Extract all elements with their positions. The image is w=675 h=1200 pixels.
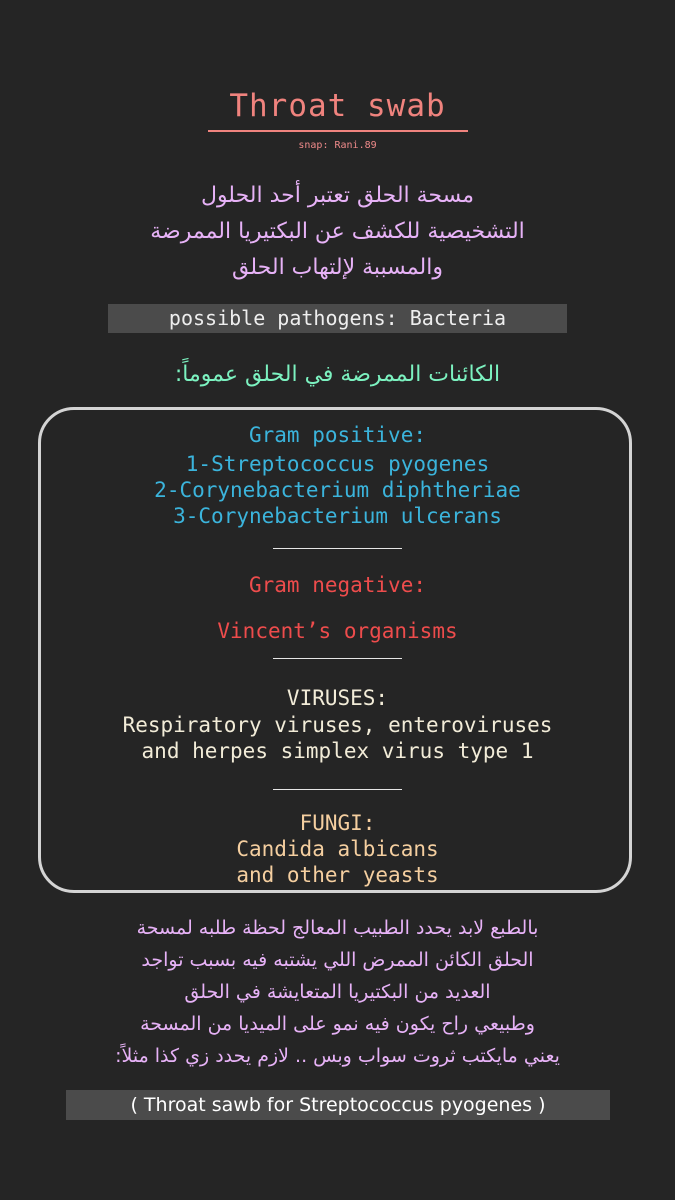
section-divider [273,789,402,790]
list-item: 2-Corynebacterium diphtheriae [154,478,521,502]
fungi-heading: FUNGI: [299,811,376,835]
note-line: العديد من البكتيريا المتعايشة في الحلق [184,981,491,1003]
list-item: 1-Streptococcus pyogenes [185,452,490,476]
intro-line: مسحة الحلق تعتبر أحد الحلول [200,183,475,208]
page-title: Throat swab [229,88,446,124]
list-item: and herpes simplex virus type 1 [141,739,534,763]
pathogens-label: possible pathogens: Bacteria [108,304,567,333]
credit-text: snap: Rani.89 [298,140,377,151]
list-item: Candida albicans [236,837,439,861]
gram-negative-heading: Gram negative: [248,573,426,597]
section-divider [273,548,402,549]
section-divider [273,658,402,659]
fungi-list [0,836,675,888]
gram-positive-heading: Gram positive: [248,423,426,447]
list-item: 3-Corynebacterium ulcerans [173,504,502,528]
note-line: يعني مايكتب ثروت سواب وبس .. لازم يحدد زي كذا مثلاً: [115,1045,560,1067]
intro-paragraph [0,178,675,286]
title-underline [208,130,468,132]
note-line: الحلق الكائن الممرض اللي يشتبه فيه بسبب تواجد [141,949,534,971]
list-item: and other yeasts [236,863,439,887]
note-line: وطبيعي راح يكون فيه نمو على الميديا من المسحة [140,1013,535,1035]
gram-positive-list [0,451,675,529]
viruses-heading: VIRUSES: [286,686,389,710]
note-line: بالطبع لابد يحدد الطبيب المعالج لحظة طلبه لمسحة [136,917,539,939]
note-paragraph [0,912,675,1072]
gram-negative-item: Vincent’s organisms [217,619,458,643]
common-pathogens-heading: الكائنات الممرضة في الحلق عموماً: [174,362,501,387]
intro-line: التشخيصية للكشف عن البكتيريا الممرضة [150,219,525,244]
intro-line: والمسببة لإلتهاب الحلق [232,255,443,280]
viruses-list [0,712,675,764]
example-label: ( Throat sawb for Streptococcus pyogenes ) [66,1090,610,1120]
list-item: Respiratory viruses, enteroviruses [122,713,553,737]
